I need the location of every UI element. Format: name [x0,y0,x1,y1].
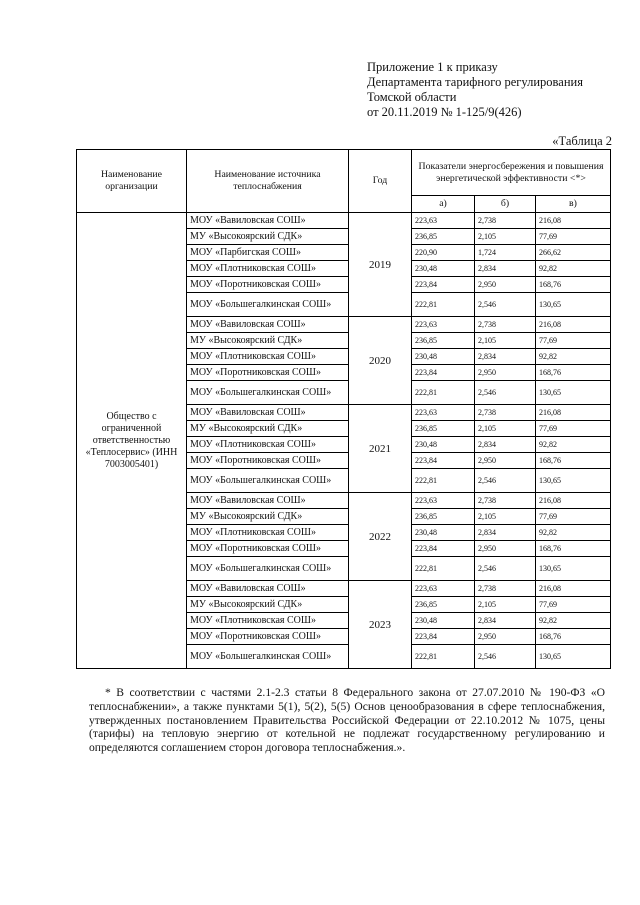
indicator-c-value: 168,76 [536,277,611,293]
indicator-a-value: 223,84 [412,541,475,557]
indicator-c-value: 77,69 [536,597,611,613]
indicator-b-value: 2,546 [475,645,536,669]
indicator-a-value: 230,48 [412,525,475,541]
indicator-c-value: 77,69 [536,229,611,245]
source-name: МУ «Высокоярский СДК» [187,333,349,349]
source-name: МОУ «Большегалкинская СОШ» [187,557,349,581]
indicator-a-value: 236,85 [412,597,475,613]
indicator-a-value: 236,85 [412,333,475,349]
indicator-b-value: 2,738 [475,405,536,421]
indicator-c-value: 92,82 [536,349,611,365]
source-name: МОУ «Парбигская СОШ» [187,245,349,261]
indicator-a-value: 236,85 [412,509,475,525]
indicator-a-value: 230,48 [412,613,475,629]
header-year: Год [349,150,412,213]
indicator-b-value: 2,738 [475,581,536,597]
indicator-a-value: 223,63 [412,317,475,333]
indicator-a-value: 223,84 [412,453,475,469]
source-name: МОУ «Поротниковская СОШ» [187,277,349,293]
indicator-c-value: 168,76 [536,629,611,645]
indicator-c-value: 216,08 [536,317,611,333]
indicator-a-value: 223,63 [412,213,475,229]
indicator-b-value: 2,834 [475,525,536,541]
indicators-table [76,149,611,669]
source-name: МОУ «Поротниковская СОШ» [187,453,349,469]
indicator-a-value: 222,81 [412,645,475,669]
header-source: Наименование источника теплоснабжения [187,150,349,213]
indicator-b-value: 2,834 [475,613,536,629]
indicator-b-value: 2,738 [475,213,536,229]
indicator-c-value: 77,69 [536,509,611,525]
footnote: * В соответствии с частями 2.1-2.3 статьи 8 Федерального закона от 27.07.2010 № 190-ФЗ «О теплоснабжении», а также пунктами 5(1), 5(2), 5(5) Основ ценообразования в сфере теплоснабжения, утвержденных постановлением Правительства Российской Федерации от 22.10.2012 № 1075, цены (тарифы) на тепловую энергию от котельной не подлежат государственному регулированию и определяются соглашением сторон договора теплоснабжения.». [89,686,605,755]
indicator-b-value: 2,950 [475,541,536,557]
source-name: МОУ «Плотниковская СОШ» [187,613,349,629]
year-cell: 2021 [349,405,412,493]
header-line-4: от 20.11.2019 № 1-125/9(426) [367,105,522,119]
indicator-c-value: 216,08 [536,405,611,421]
source-name: МОУ «Вавиловская СОШ» [187,317,349,333]
indicator-c-value: 266,62 [536,245,611,261]
indicator-a-value: 222,81 [412,293,475,317]
indicator-a-value: 230,48 [412,261,475,277]
source-name: МУ «Высокоярский СДК» [187,229,349,245]
indicator-c-value: 92,82 [536,261,611,277]
indicator-b-value: 2,105 [475,509,536,525]
indicator-c-value: 77,69 [536,421,611,437]
header-sub-b: б) [475,196,536,213]
indicator-a-value: 223,63 [412,405,475,421]
indicator-b-value: 2,105 [475,597,536,613]
source-name: МОУ «Поротниковская СОШ» [187,365,349,381]
indicator-c-value: 216,08 [536,493,611,509]
table-label: «Таблица 2 [552,134,612,148]
source-name: МУ «Высокоярский СДК» [187,597,349,613]
indicator-c-value: 168,76 [536,541,611,557]
indicator-a-value: 223,63 [412,581,475,597]
indicator-b-value: 2,546 [475,557,536,581]
indicator-a-value: 223,84 [412,629,475,645]
indicator-b-value: 2,950 [475,277,536,293]
table-row [77,213,611,229]
header-org: Наименование организации [77,150,187,213]
source-name: МОУ «Плотниковская СОШ» [187,349,349,365]
indicator-a-value: 222,81 [412,469,475,493]
indicator-a-value: 223,84 [412,277,475,293]
indicator-b-value: 2,738 [475,317,536,333]
source-name: МУ «Высокоярский СДК» [187,421,349,437]
indicator-b-value: 2,950 [475,629,536,645]
source-name: МОУ «Вавиловская СОШ» [187,213,349,229]
indicator-b-value: 2,105 [475,333,536,349]
header-sub-c: в) [536,196,611,213]
source-name: МОУ «Вавиловская СОШ» [187,493,349,509]
indicator-c-value: 168,76 [536,453,611,469]
indicator-a-value: 223,84 [412,365,475,381]
indicator-b-value: 2,105 [475,421,536,437]
indicator-b-value: 2,546 [475,381,536,405]
year-cell: 2019 [349,213,412,317]
header-line-1: Приложение 1 к приказу [367,60,498,74]
indicator-c-value: 130,65 [536,469,611,493]
source-name: МОУ «Поротниковская СОШ» [187,629,349,645]
indicator-c-value: 130,65 [536,293,611,317]
indicator-b-value: 2,834 [475,261,536,277]
source-name: МОУ «Плотниковская СОШ» [187,525,349,541]
indicator-c-value: 216,08 [536,213,611,229]
header-sub-a: а) [412,196,475,213]
indicator-a-value: 222,81 [412,381,475,405]
source-name: МОУ «Вавиловская СОШ» [187,581,349,597]
year-cell: 2022 [349,493,412,581]
indicator-c-value: 92,82 [536,525,611,541]
indicator-c-value: 130,65 [536,645,611,669]
indicator-c-value: 92,82 [536,437,611,453]
indicator-a-value: 236,85 [412,229,475,245]
source-name: МОУ «Плотниковская СОШ» [187,437,349,453]
indicator-a-value: 222,81 [412,557,475,581]
organization-name: Общество с ограниченной ответственностью «Теплосервис» (ИНН 7003005401) [77,213,187,669]
source-name: МОУ «Плотниковская СОШ» [187,261,349,277]
indicator-b-value: 2,546 [475,469,536,493]
header-line-3: Томской области [367,90,457,104]
indicator-b-value: 2,105 [475,229,536,245]
order-header [367,60,583,120]
source-name: МОУ «Большегалкинская СОШ» [187,469,349,493]
source-name: МОУ «Вавиловская СОШ» [187,405,349,421]
header-line-2: Департамента тарифного регулирования [367,75,583,89]
header-indicators: Показатели энергосбережения и повышения энергетической эффективности <*> [412,150,611,196]
source-name: МОУ «Большегалкинская СОШ» [187,645,349,669]
indicator-b-value: 1,724 [475,245,536,261]
year-cell: 2020 [349,317,412,405]
indicator-c-value: 130,65 [536,557,611,581]
indicator-b-value: 2,950 [475,453,536,469]
year-cell: 2023 [349,581,412,669]
indicator-b-value: 2,834 [475,437,536,453]
indicator-b-value: 2,950 [475,365,536,381]
indicator-c-value: 216,08 [536,581,611,597]
indicator-c-value: 77,69 [536,333,611,349]
indicator-c-value: 92,82 [536,613,611,629]
indicator-a-value: 230,48 [412,437,475,453]
indicator-b-value: 2,738 [475,493,536,509]
indicator-a-value: 230,48 [412,349,475,365]
indicator-a-value: 223,63 [412,493,475,509]
indicator-a-value: 220,90 [412,245,475,261]
indicator-b-value: 2,546 [475,293,536,317]
indicator-b-value: 2,834 [475,349,536,365]
indicator-c-value: 130,65 [536,381,611,405]
source-name: МОУ «Поротниковская СОШ» [187,541,349,557]
source-name: МУ «Высокоярский СДК» [187,509,349,525]
indicator-c-value: 168,76 [536,365,611,381]
source-name: МОУ «Большегалкинская СОШ» [187,293,349,317]
source-name: МОУ «Большегалкинская СОШ» [187,381,349,405]
indicator-a-value: 236,85 [412,421,475,437]
